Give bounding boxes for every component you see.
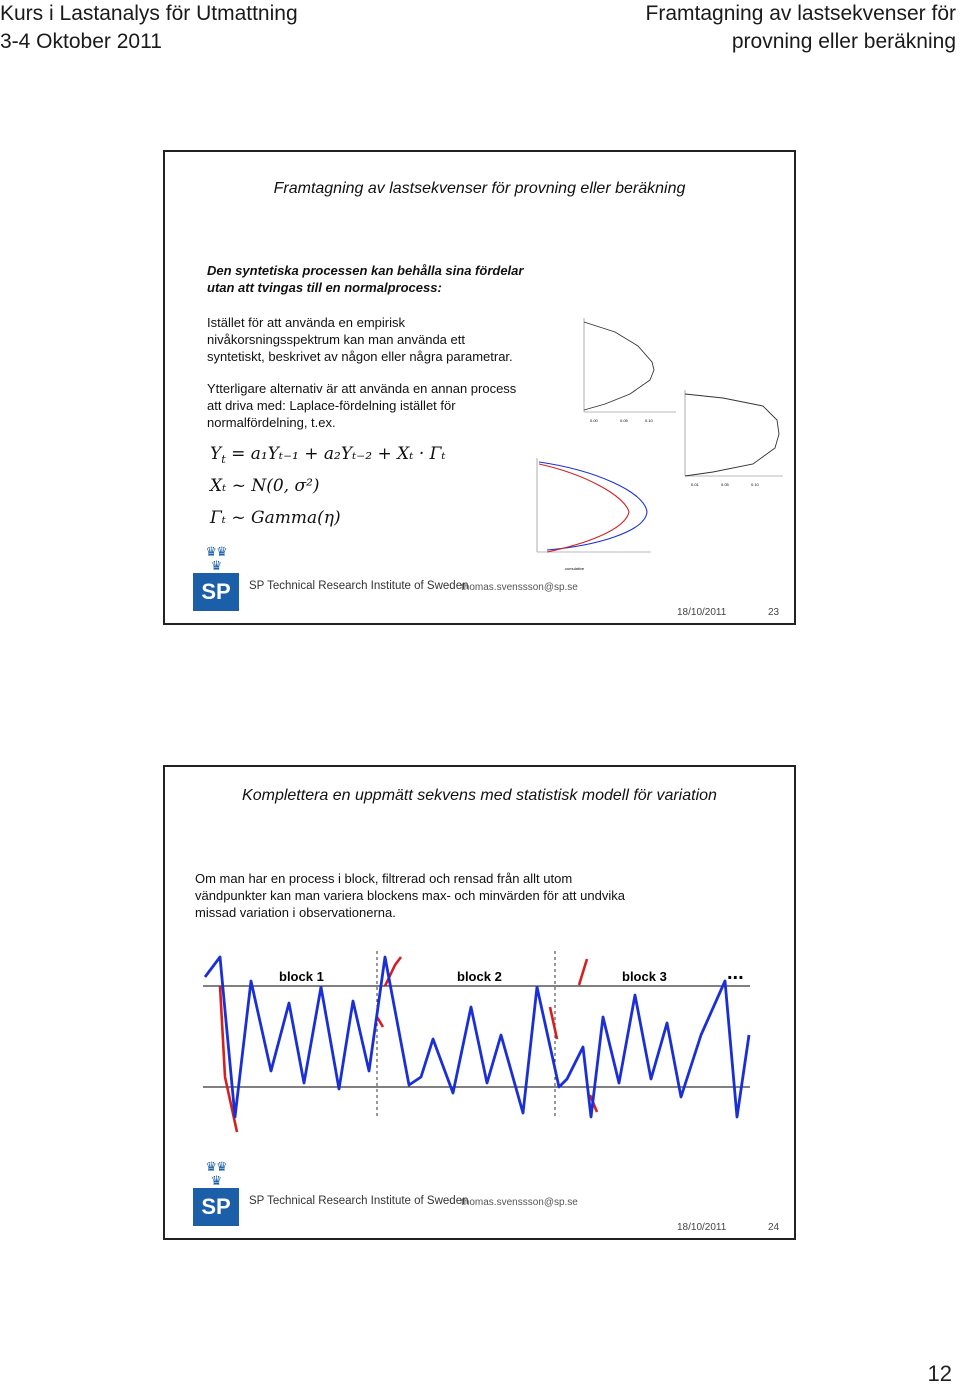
block-label-2: block 2 (457, 969, 502, 984)
spacer (565, 312, 615, 313)
paragraph-line: Istället för att använda en empirisk (207, 315, 405, 330)
header-right (646, 0, 956, 56)
paragraph-line: syntetiskt, beskrivet av någon eller några parametrar. (207, 349, 513, 364)
equation-normal: Xₜ ~ N(0, σ²) (210, 476, 320, 496)
intro-text (207, 262, 523, 296)
paragraph-line: normalfördelning, t.ex. (207, 415, 336, 430)
paragraph-line: att driva med: Laplace-fördelning istället för (207, 398, 456, 413)
contact-email: thomas.svenssson@sp.se (461, 582, 578, 593)
block-label-1: block 1 (279, 969, 324, 984)
crown-icon: ♛♛ ♛ (205, 544, 227, 573)
paragraph (195, 870, 625, 921)
page-number: 12 (927, 1361, 952, 1386)
institute-name: SP Technical Research Institute of Sweden (249, 580, 469, 592)
svg-text:0.10: 0.10 (751, 482, 759, 487)
intro-line: Den syntetiska processen kan behålla sina fördelar (207, 263, 524, 278)
course-title: Kurs i Lastanalys för Utmattning (0, 2, 298, 25)
institute-name: SP Technical Research Institute of Sweden (249, 1195, 469, 1207)
crown-icon: ♛♛ ♛ (205, 1159, 227, 1188)
topic-line2: provning eller beräkning (731, 30, 956, 53)
slide-title: Framtagning av lastsekvenser för provning eller beräkning (273, 180, 686, 197)
ellipsis: ... (727, 962, 744, 984)
paragraph-line: vändpunkter kan man variera blockens max- och minvärden för att undvika (195, 888, 625, 903)
slide-number: 23 (768, 607, 780, 618)
svg-text:0.01: 0.01 (691, 482, 699, 487)
svg-text:0.10: 0.10 (645, 418, 653, 423)
equation-gamma: Γₜ ~ Gamma(η) (210, 508, 341, 528)
course-date: 3-4 Oktober 2011 (0, 30, 162, 53)
sp-logo (193, 545, 239, 611)
contact-email: thomas.svenssson@sp.se (461, 1197, 578, 1208)
header-left (0, 0, 298, 56)
svg-text:0.05: 0.05 (721, 482, 729, 487)
slide-number: 24 (768, 1222, 780, 1233)
sp-logo (193, 1160, 239, 1226)
block-label-3: block 3 (622, 969, 667, 984)
topic-line1: Framtagning av lastsekvenser för (645, 2, 956, 25)
intro-line: utan att tvingas till en normalprocess: (207, 280, 442, 295)
paragraph-line: nivåkorsningsspektrum kan man använda ett (207, 332, 465, 347)
paragraph-1 (207, 314, 513, 365)
signal-variation-red (377, 1017, 383, 1027)
slide-23 (163, 150, 796, 625)
eq-lhs: Y (210, 444, 222, 464)
sp-logo-box: SP (193, 1188, 239, 1226)
block-signal-diagram (165, 947, 794, 1147)
svg-text:cumulative: cumulative (565, 566, 585, 571)
equation-ar-process: $Y_t = a_1Y_{t-1} + a_2Y_{t-2} + X_t \cdot \Gamma_t$ (210, 444, 446, 466)
slide-date: 18/10/2011 (677, 607, 727, 618)
signal-variation-red (550, 1007, 557, 1039)
svg-text:0.00: 0.00 (590, 418, 598, 423)
svg-text:0.05: 0.05 (620, 418, 628, 423)
plot-level-crossing-2 (673, 384, 788, 500)
sp-logo-box: SP (193, 573, 239, 611)
paragraph-line: missad variation i observationerna. (195, 905, 396, 920)
paragraph-2 (207, 380, 516, 431)
slide-24 (163, 765, 796, 1240)
slide-date: 18/10/2011 (677, 1222, 727, 1233)
paragraph-line: Ytterligare alternativ är att använda en annan process (207, 381, 517, 396)
plot-comparison (525, 452, 655, 574)
eq-rhs: = a₁Yₜ₋₁ + a₂Yₜ₋₂ + Xₜ · Γₜ (231, 444, 446, 464)
plot-level-crossing-1 (570, 314, 680, 432)
signal-variation-red (579, 959, 587, 985)
paragraph-line: Om man har en process i block, filtrerad och rensad från allt utom (195, 871, 573, 886)
slide-title: Komplettera en uppmätt sekvens med statistisk modell för variation (242, 787, 717, 804)
